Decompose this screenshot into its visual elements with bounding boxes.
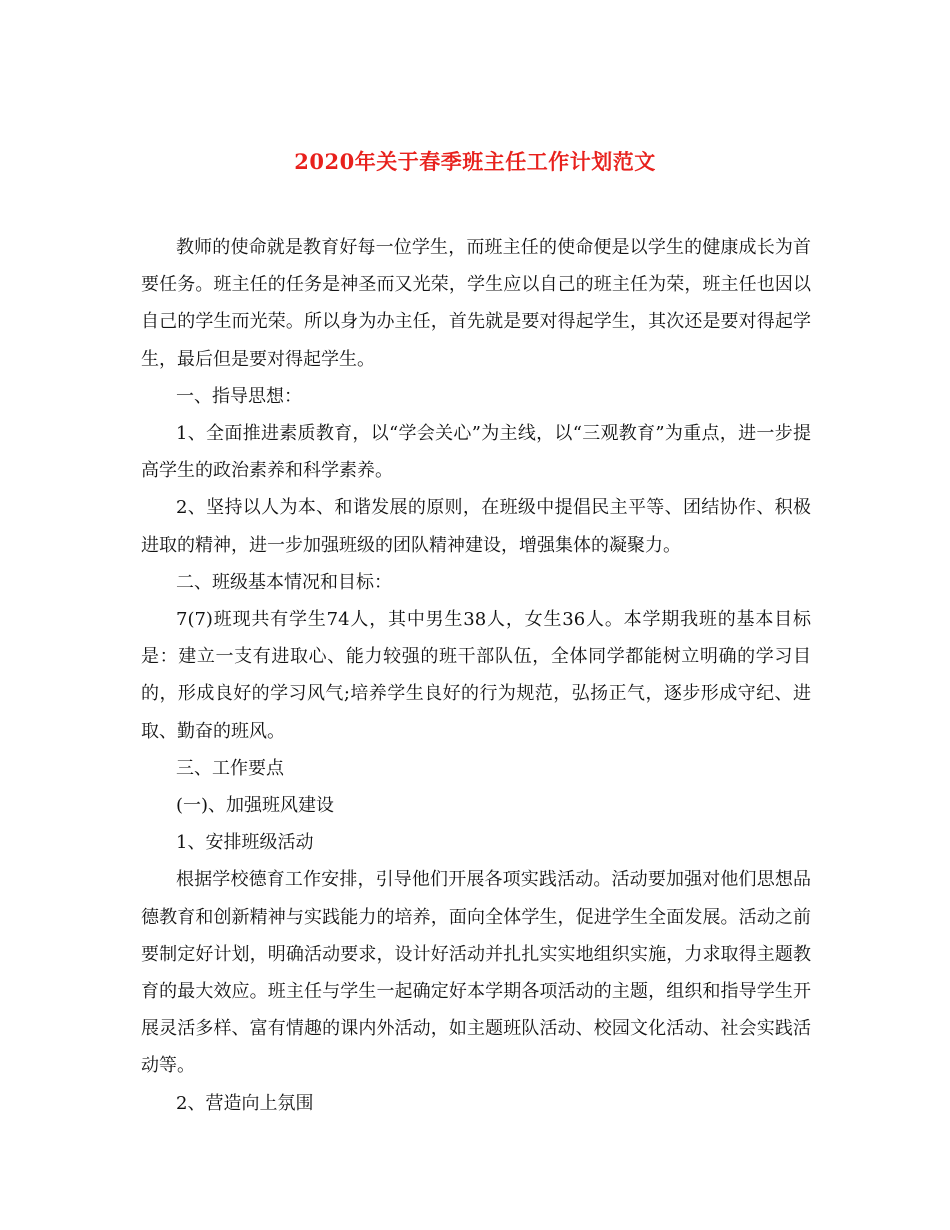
paragraph-intro: 教师的使命就是教育好每一位学生，而班主任的使命便是以学生的健康成长为首要任务。班主任的任务是神圣而又光荣，学生应以自己的班主任为荣，班主任也因以自己的学生而光荣。所以身为办主任，首先就是要对得起学生，其次还是要对得起学生，最后但是要对得起学生。: [141, 237, 811, 370]
heading-guiding-thought: 一、指导思想：: [176, 385, 302, 407]
paragraph-class-goals: 7(7)班现共有学生74人，其中男生38人，女生36人。本学期我班的基本目标是：建立一支有进取心、能力较强的班干部队伍，全体同学都能树立明确的学习目的，形成良好的学习风气;培养学生良好的行为规范，弘扬正气，逐步形成守纪、进取、勤奋的班风。: [141, 609, 811, 742]
heading-work-points: 三、工作要点: [176, 757, 284, 779]
heading-class-style: (一)、加强班风建设: [176, 795, 335, 817]
heading-arrange-activities: 1、安排班级活动: [176, 832, 314, 854]
document-title: 2020年关于春季班主任工作计划范文: [294, 149, 656, 174]
heading-class-situation: 二、班级基本情况和目标：: [176, 571, 392, 593]
paragraph-point-2: 2、坚持以人为本、和谐发展的原则，在班级中提倡民主平等、团结协作、积极进取的精神，进一步加强班级的团队精神建设，增强集体的凝聚力。: [141, 497, 811, 556]
paragraph-point-1: 1、全面推进素质教育，以“学会关心”为主线，以“三观教育”为重点，进一步提高学生的政治素养和科学素养。: [141, 423, 811, 482]
paragraph-activities: 根据学校德育工作安排，引导他们开展各项实践活动。活动要加强对他们思想品德教育和创新精神与实践能力的培养，面向全体学生，促进学生全面发展。活动之前要制定好计划，明确活动要求，设计好活动并扎扎实实地组织实施，力求取得主题教育的最大效应。班主任与学生一起确定好本学期各项活动的主题，组织和指导学生开展灵活多样、富有情趣的课内外活动，如主题班队活动、校园文化活动、社会实践活动等。: [141, 869, 811, 1077]
heading-atmosphere: 2、营造向上氛围: [176, 1092, 314, 1114]
document-body: [141, 229, 811, 1122]
